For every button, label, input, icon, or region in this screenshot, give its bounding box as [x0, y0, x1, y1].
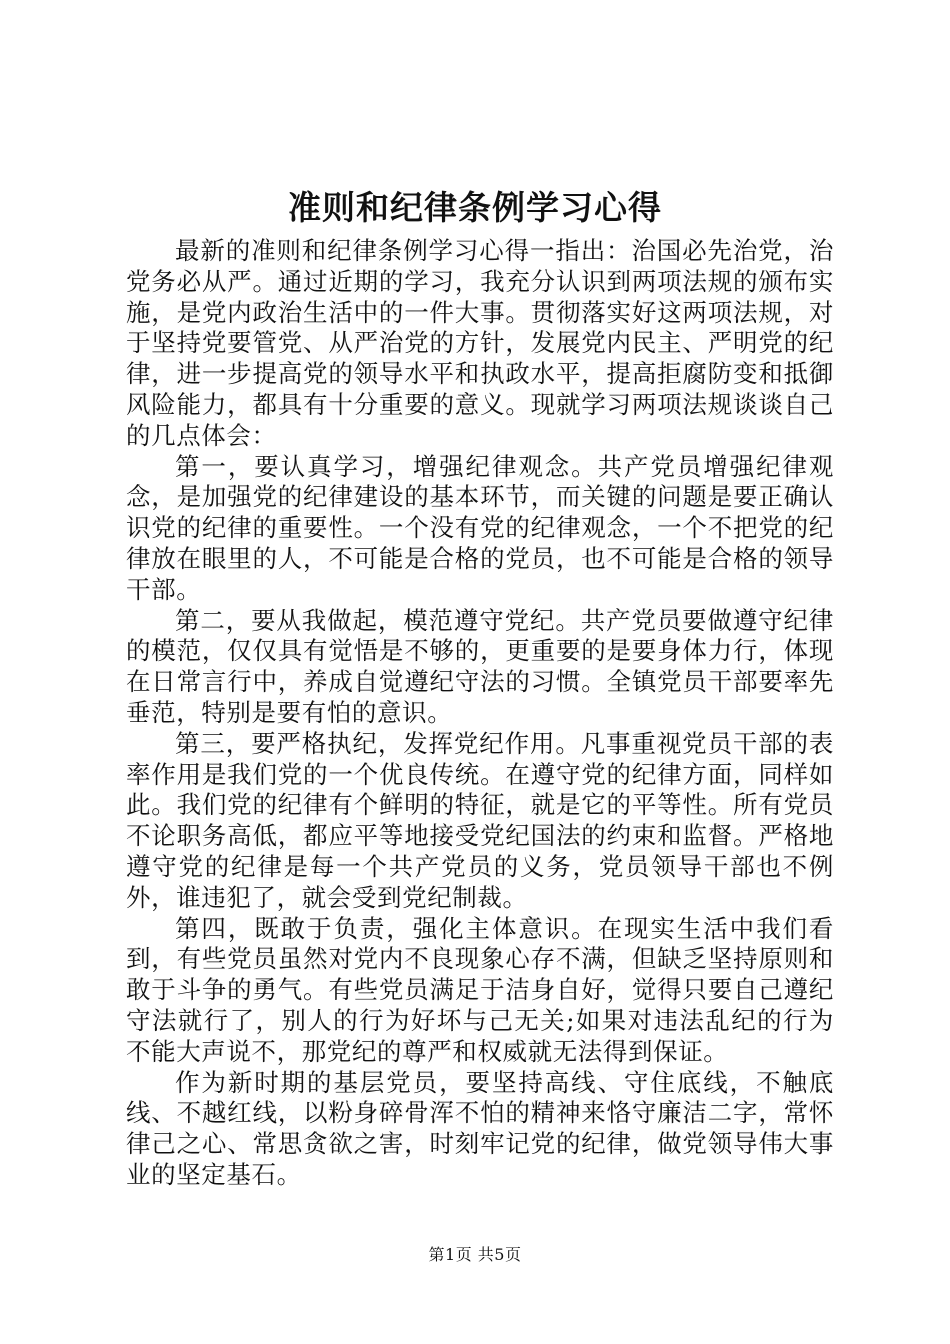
- paragraph-first: 第一，要认真学习，增强纪律观念。共产党员增强纪律观念，是加强党的纪律建设的基本环节，而关键的问题是要正确认识党的纪律的重要性。一个没有党的纪律观念，一个不把党的纪律放在眼里的人，不可能是合格的党员，也不可能是合格的领导干部。: [126, 451, 834, 604]
- paragraph-third: 第三，要严格执纪，发挥党纪作用。凡事重视党员干部的表率作用是我们党的一个优良传统。在遵守党的纪律方面，同样如此。我们党的纪律有个鲜明的特征，就是它的平等性。所有党员不论职务高低，都应平等地接受党纪国法的约束和监督。严格地遵守党的纪律是每一个共产党员的义务，党员领导干部也不例外，谁违犯了，就会受到党纪制裁。: [126, 728, 834, 912]
- document-title: 准则和纪律条例学习心得: [288, 188, 662, 227]
- paragraph-second: 第二，要从我做起，模范遵守党纪。共产党员要做遵守纪律的模范，仅仅具有觉悟是不够的，更重要的是要身体力行，体现在日常言行中，养成自觉遵纪守法的习惯。全镇党员干部要率先垂范，特别是要有怕的意识。: [126, 605, 834, 727]
- paragraph-fourth: 第四，既敢于负责，强化主体意识。在现实生活中我们看到，有些党员虽然对党内不良现象心存不满，但缺乏坚持原则和敢于斗争的勇气。有些党员满足于洁身自好，觉得只要自己遵纪守法就行了，别人的行为好坏与己无关;如果对违法乱纪的行为不能大声说不，那党纪的尊严和权威就无法得到保证。: [126, 913, 834, 1066]
- document-body: [126, 236, 834, 1191]
- page-number-footer: 第1页 共5页: [428, 1245, 522, 1264]
- paragraph-intro: 最新的准则和纪律条例学习心得一指出：治国必先治党，治党务必从严。通过近期的学习，我充分认识到两项法规的颁布实施，是党内政治生活中的一件大事。贯彻落实好这两项法规，对于坚持党要管党、从严治党的方针，发展党内民主、严明党的纪律，进一步提高党的领导水平和执政水平，提高拒腐防变和抵御风险能力，都具有十分重要的意义。现就学习两项法规谈谈自己的几点体会：: [126, 236, 834, 450]
- paragraph-conclusion: 作为新时期的基层党员，要坚持高线、守住底线，不触底线、不越红线，以粉身碎骨浑不怕的精神来恪守廉洁二字，常怀律己之心、常思贪欲之害，时刻牢记党的纪律，做党领导伟大事业的坚定基石。: [126, 1067, 834, 1189]
